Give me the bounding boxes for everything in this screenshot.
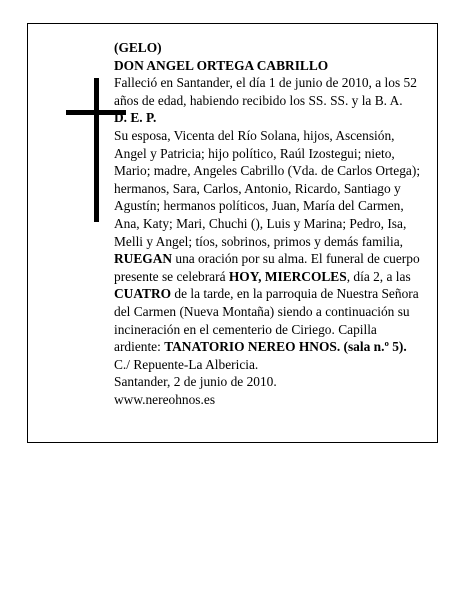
obituary-text [114,39,426,408]
request-text-4: C./ Repuente-La Albericia. [114,356,259,372]
death-notice: Falleció en Santander, el día 1 de junio de 2010, a los 52 años de edad, habiendo recibido los SS. SS. y la B. A. [114,75,417,108]
place-date: Santander, 2 de junio de 2010. [114,374,277,390]
family-list: Su esposa, Vicenta del Río Solana, hijos, Ascensión, Angel y Patricia; hijo político, Raúl Izostegui; nieto, Mario; madre, Angeles Cabrillo (Vda. de Carlos Ortega); hermanos, Sara, Carlos, Antonio, Ricardo, Santiago y Agustín; hermanos políticos, Juan, María del Carmen, Ana, Katy; Mari, Chuchi (), Luis y Marina; Pedro, Isa, Melli y Angel; tíos, sobrinos, primos y demás familia, [114,127,421,249]
request-text-2: , día 2, a las [346,268,411,284]
funeral-venue: TANATORIO NEREO HNOS. (sala n.º 5). [164,339,407,355]
deceased-name: DON ANGEL ORTEGA CABRILLO [114,57,329,73]
ruegan-keyword: RUEGAN [114,251,173,267]
cross-vertical-bar [94,78,99,222]
website-link[interactable]: www.nereohnos.es [114,391,216,407]
funeral-day: HOY, MIERCOLES [228,268,347,284]
funeral-request [114,250,426,373]
request-text-1: una oración por su alma. El funeral de cuerpo presente se celebrará [114,251,420,284]
dep-heading: D. E. P. [114,110,157,126]
request-text-3: de la tarde, en la parroquia de Nuestra Señora del Carmen (Nueva Montaña) siendo a continuación su incineración en el cementerio de Ciriego. Capilla ardiente: [114,286,419,355]
deceased-alias: (GELO) [114,40,162,55]
funeral-hour: CUATRO [114,286,172,302]
